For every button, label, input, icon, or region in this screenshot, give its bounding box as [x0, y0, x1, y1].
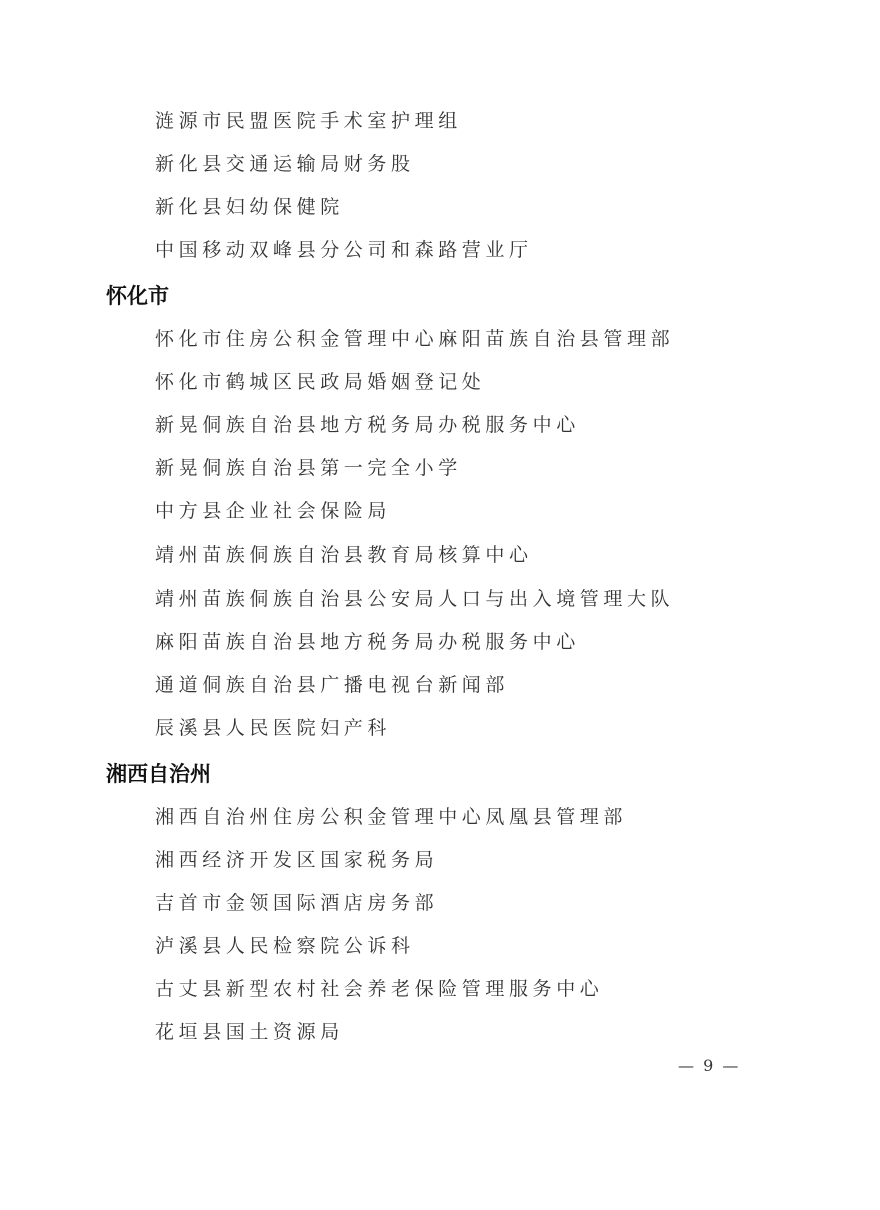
page-number: — 9 — [678, 1056, 741, 1075]
list-item: 中方县企业社会保险局 [155, 500, 392, 522]
section-heading: 怀化市 [106, 284, 169, 308]
list-item: 古丈县新型农村社会养老保险管理服务中心 [155, 978, 604, 1000]
list-item: 新化县妇幼保健院 [155, 196, 344, 218]
list-item: 靖州苗族侗族自治县公安局人口与出入境管理大队 [155, 588, 675, 610]
list-item: 新化县交通运输局财务股 [155, 153, 415, 175]
list-item: 吉首市金领国际酒店房务部 [155, 892, 439, 914]
list-item: 涟源市民盟医院手术室护理组 [155, 110, 462, 132]
list-item: 麻阳苗族自治县地方税务局办税服务中心 [155, 631, 580, 653]
list-item: 靖州苗族侗族自治县教育局核算中心 [155, 544, 533, 566]
section-heading: 湘西自治州 [106, 762, 211, 786]
list-item: 新晃侗族自治县第一完全小学 [155, 457, 462, 479]
list-item: 通道侗族自治县广播电视台新闻部 [155, 674, 510, 696]
list-item: 辰溪县人民医院妇产科 [155, 717, 392, 739]
list-item: 中国移动双峰县分公司和森路营业厅 [155, 239, 533, 261]
list-item: 湘西自治州住房公积金管理中心凤凰县管理部 [155, 806, 628, 828]
list-item: 泸溪县人民检察院公诉科 [155, 935, 415, 957]
list-item: 怀化市住房公积金管理中心麻阳苗族自治县管理部 [155, 328, 675, 350]
list-item: 怀化市鹤城区民政局婚姻登记处 [155, 371, 486, 393]
list-item: 新晃侗族自治县地方税务局办税服务中心 [155, 414, 580, 436]
list-item: 花垣县国土资源局 [155, 1021, 344, 1043]
list-item: 湘西经济开发区国家税务局 [155, 849, 439, 871]
